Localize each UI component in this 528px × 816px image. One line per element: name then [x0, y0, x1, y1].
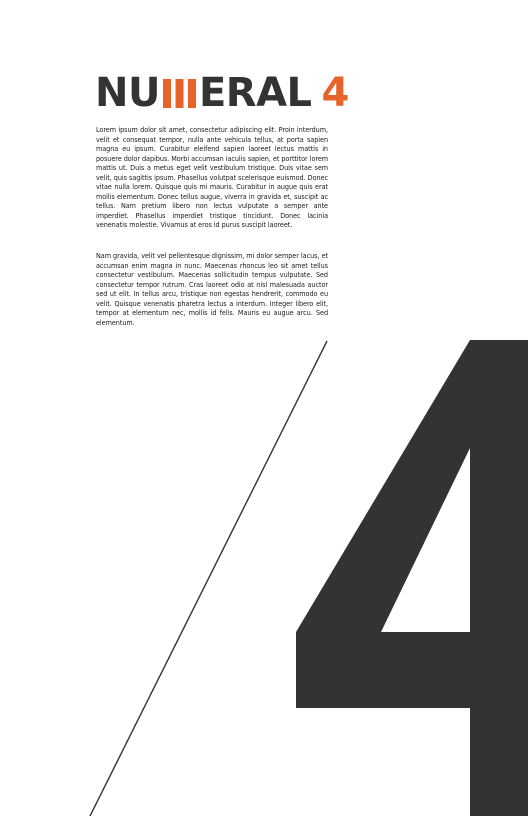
large-numeral-four-shape [296, 340, 528, 816]
diagonal-rule-line [90, 341, 327, 816]
title-suffix: ERAL [198, 70, 312, 116]
title-prefix: NU [95, 70, 160, 116]
body-paragraph-2: Nam gravida, velit vel pellentesque dignissim, mi dolor semper lacus, et accumsan enim magna in nunc. Maecenas rhoncus leo sit amet tellus consectetur vestibulum. Maecenas sollicitudin tempus vulputate. Sed consectetur tempor rutrum. Cras laoreet odio at nisl malesuada auctor sed ut elit. In tellus arcu, tristique non egestas hendrerit, commodo eu velit. Quisque venenatis pharetra lectus a interdum. Integer libero elit, tempor at elementum nec, mollis id felis. Mauris eu augue arcu. Sed elementum. [96, 251, 328, 327]
title-number: 4 [321, 70, 349, 116]
body-paragraph-1: Lorem ipsum dolor sit amet, consectetur adipiscing elit. Proin interdum, velit et consequat tempor, nulla ante vehicula tellus, at porta sapien magna eu ipsum. Curabitur eleifend sapien laoreet lectus mattis in posuere dolor dapibus. Morbi accumsan iaculis sapien, et porttitor lorem mattis ut. Duis a metus eget velit vestibulum tristique. Duis vitae sem velit, quis sagittis ipsum. Phasellus volutpat scelerisque euismod. Donec vitae nulla lorem. Quisque quis mi mauris. Curabitur in augue quis erat mollis elementum. Donec tellus augue, viverra in gravida et, suscipit ac tellus. Nam pretium libero non lectus vulputate a semper ante imperdiet. Phasellus imperdiet tristique tincidunt. Donec lacinia venenatis molestie. Vivamus at eros id purus suscipit laoreet. [96, 125, 328, 230]
